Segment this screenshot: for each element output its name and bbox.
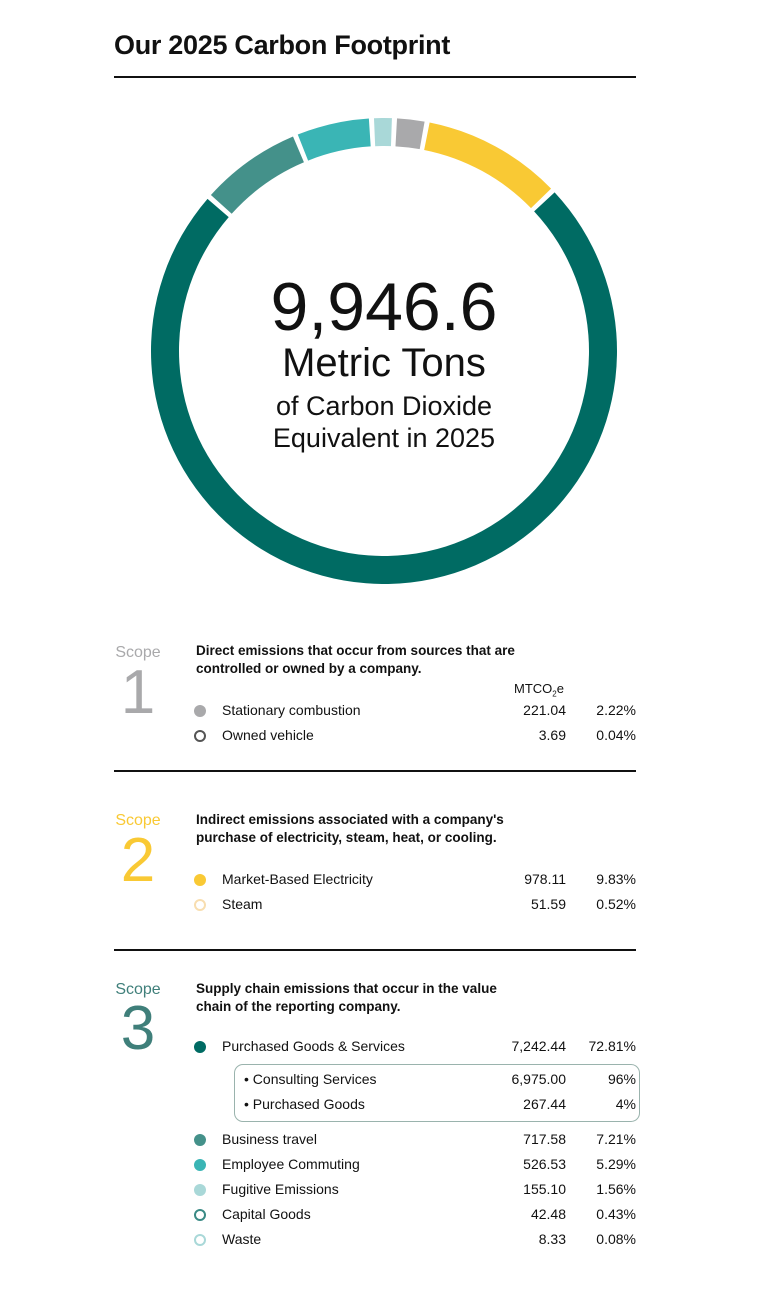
- legend-value: 526.53: [523, 1156, 566, 1172]
- scope-2-description: Indirect emissions associated with a company's purchase of electricity, steam, heat, or cooling.: [196, 812, 504, 845]
- legend-row: [194, 727, 636, 747]
- legend-label: Waste: [222, 1231, 262, 1247]
- legend-label: Steam: [222, 896, 263, 912]
- legend-dot-icon: [194, 730, 206, 742]
- page-title: Our 2025 Carbon Footprint: [114, 30, 451, 60]
- legend-row: [194, 871, 636, 891]
- donut-slice-employee-commuting: [298, 118, 371, 160]
- breakdown-label: • Purchased Goods: [244, 1096, 365, 1112]
- scope-3-number: 3: [120, 994, 156, 1063]
- legend-percent: 2.22%: [596, 702, 636, 718]
- breakdown-percent: 4%: [615, 1096, 636, 1112]
- legend-dot-icon: [194, 1209, 206, 1221]
- scope-divider: [114, 770, 636, 772]
- legend-row: [194, 896, 636, 916]
- breakdown-label: • Consulting Services: [244, 1071, 377, 1087]
- legend-row: [194, 1038, 636, 1058]
- legend-row: [194, 702, 636, 722]
- legend-percent: 0.04%: [596, 727, 636, 743]
- legend-label: Purchased Goods & Services: [222, 1038, 405, 1054]
- donut-slice-business-travel: [211, 137, 304, 214]
- legend-percent: 0.08%: [596, 1231, 636, 1247]
- total-unit-line3: Equivalent in 2025: [272, 423, 496, 453]
- legend-value: 42.48: [530, 1206, 566, 1222]
- legend-dot-icon: [194, 1134, 206, 1146]
- legend-label: Owned vehicle: [222, 727, 314, 743]
- legend-label: Stationary combustion: [222, 702, 361, 718]
- unit-header: $MTCO_2e$: [514, 681, 564, 699]
- donut-slice-stationary-combustion: [395, 118, 424, 149]
- legend-row: [194, 1156, 636, 1176]
- breakdown-row: [244, 1071, 566, 1091]
- legend-row: [194, 1206, 636, 1226]
- legend-value: 7,242.44: [511, 1038, 566, 1054]
- total-unit-line2: of Carbon Dioxide: [275, 391, 493, 421]
- legend-dot-icon: [194, 1234, 206, 1246]
- legend-value: 978.11: [524, 871, 566, 887]
- legend-row: [194, 1131, 636, 1151]
- legend-label: Capital Goods: [222, 1206, 311, 1222]
- legend-value: 221.04: [523, 702, 566, 718]
- scope-1-word: Scope: [115, 644, 161, 661]
- donut-slice-fugitive-emissions: [374, 118, 392, 146]
- legend-percent: 7.21%: [596, 1131, 636, 1147]
- legend-dot-icon: [194, 705, 206, 717]
- scope-2-number: 2: [120, 826, 156, 895]
- breakdown-row: [244, 1096, 566, 1116]
- legend-dot-icon: [194, 874, 206, 886]
- legend-label: Fugitive Emissions: [222, 1181, 339, 1197]
- legend-percent: 0.52%: [596, 896, 636, 912]
- legend-value: 717.58: [523, 1131, 566, 1147]
- legend-label: Employee Commuting: [222, 1156, 360, 1172]
- scope-3-word: Scope: [115, 981, 161, 998]
- total-unit-line1: Metric Tons: [282, 341, 486, 385]
- legend-row: [194, 1181, 636, 1201]
- legend-dot-icon: [194, 899, 206, 911]
- scope-2-word: Scope: [115, 812, 161, 829]
- breakdown-percent: 96%: [607, 1071, 636, 1087]
- legend-percent: 1.56%: [596, 1181, 636, 1197]
- breakdown-value: 267.44: [523, 1096, 566, 1112]
- legend-value: 51.59: [530, 896, 566, 912]
- legend-value: 3.69: [538, 727, 566, 743]
- legend-label: Business travel: [222, 1131, 317, 1147]
- legend-value: 155.10: [523, 1181, 566, 1197]
- donut-slice-market-based-electricity: [424, 123, 551, 209]
- breakdown-value: 6,975.00: [511, 1071, 566, 1087]
- legend-value: 8.33: [538, 1231, 566, 1247]
- legend-dot-icon: [194, 1159, 206, 1171]
- legend-row: [194, 1231, 636, 1251]
- legend-label: Market-Based Electricity: [222, 871, 373, 887]
- legend-percent: 5.29%: [596, 1156, 636, 1172]
- scope-1-number: 1: [120, 658, 156, 727]
- legend-percent: 72.81%: [588, 1038, 636, 1054]
- legend-dot-icon: [194, 1041, 206, 1053]
- total-emissions: 9,946.6: [270, 269, 498, 345]
- scope-divider: [114, 949, 636, 951]
- donut-slice-purchased-goods-services: [151, 192, 617, 584]
- legend-percent: 9.83%: [596, 871, 636, 887]
- scope-1-description: Direct emissions that occur from sources that are controlled or owned by a company.: [196, 643, 515, 676]
- scope-3-description: Supply chain emissions that occur in the value chain of the reporting company.: [196, 981, 497, 1014]
- legend-dot-icon: [194, 1184, 206, 1196]
- legend-percent: 0.43%: [596, 1206, 636, 1222]
